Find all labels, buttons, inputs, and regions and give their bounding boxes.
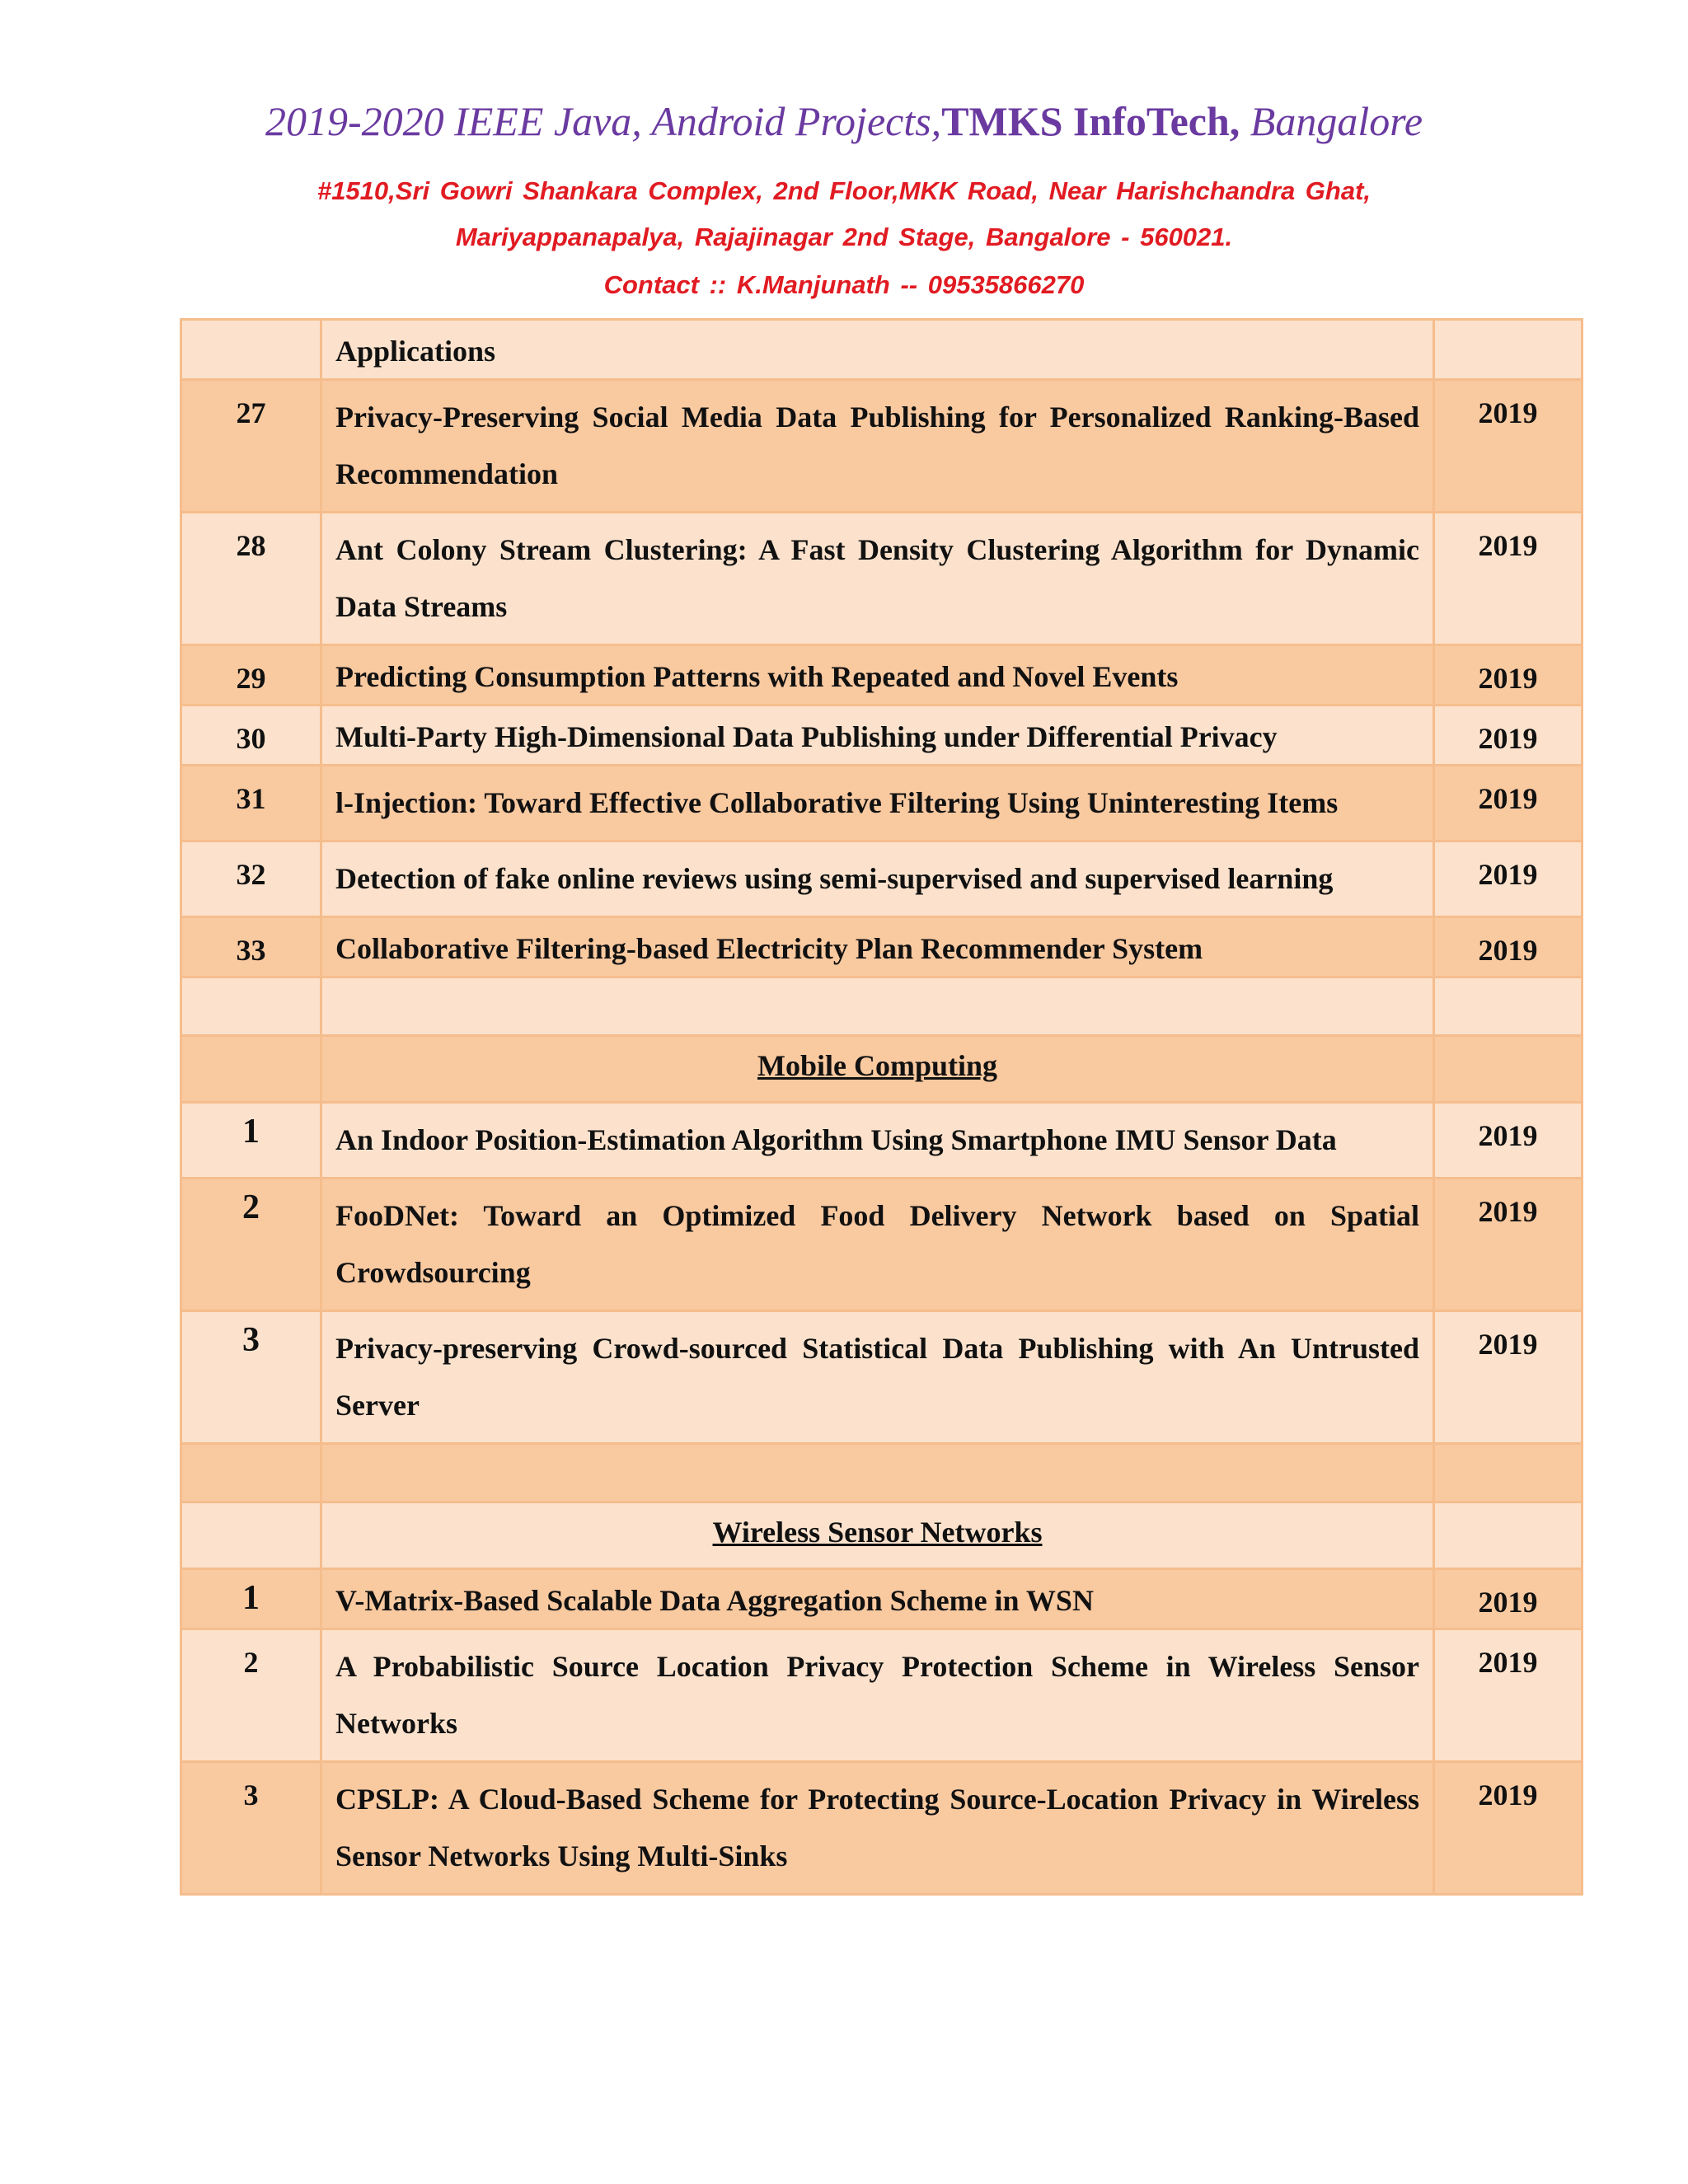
row-year: 2019 — [1434, 1629, 1582, 1762]
contact-line: Contact :: K.Manjunath -- 09535866270 — [603, 270, 1085, 299]
row-title: Detection of fake online reviews using semi-supervised and supervised learning — [321, 841, 1434, 917]
row-number: 31 — [181, 766, 321, 841]
row-number: 32 — [181, 841, 321, 917]
table-row — [181, 645, 1582, 705]
row-title: Privacy-Preserving Social Media Data Publishing for Personalized Ranking-Based Recommendation — [321, 380, 1434, 513]
row-number: 3 — [181, 1311, 321, 1444]
company-name: TMKS InfoTech, — [941, 98, 1240, 144]
row-year — [1434, 320, 1582, 380]
projects-table — [180, 318, 1583, 1896]
table-row — [181, 380, 1582, 513]
row-year: 2019 — [1434, 1762, 1582, 1895]
table-row — [181, 766, 1582, 841]
row-number: 1 — [181, 1103, 321, 1179]
row-title: Multi-Party High-Dimensional Data Publishing under Differential Privacy — [321, 705, 1434, 766]
row-year: 2019 — [1434, 513, 1582, 645]
row-number: 2 — [181, 1629, 321, 1762]
row-year: 2019 — [1434, 917, 1582, 977]
title-part-1: 2019-2020 IEEE Java, Android Projects, — [265, 98, 942, 144]
row-number: 1 — [181, 1569, 321, 1629]
section-header-row — [181, 1036, 1582, 1103]
row-title: Ant Colony Stream Clustering: A Fast Density Clustering Algorithm for Dynamic Data Streams — [321, 513, 1434, 645]
section-header-row — [181, 1502, 1582, 1569]
row-title: An Indoor Position-Estimation Algorithm Using Smartphone IMU Sensor Data — [321, 1103, 1434, 1179]
table-row — [181, 1103, 1582, 1179]
row-title: Predicting Consumption Patterns with Repeated and Novel Events — [321, 645, 1434, 705]
row-title: FooDNet: Toward an Optimized Food Delivery Network based on Spatial Crowdsourcing — [321, 1179, 1434, 1311]
table-row — [181, 1762, 1582, 1895]
row-number: 28 — [181, 513, 321, 645]
row-number: 29 — [181, 645, 321, 705]
table-row — [181, 705, 1582, 766]
row-title: Privacy-preserving Crowd-sourced Statistical Data Publishing with An Untrusted Server — [321, 1311, 1434, 1444]
row-number: 3 — [181, 1762, 321, 1895]
table-row — [181, 841, 1582, 917]
empty-row — [181, 1444, 1582, 1502]
table-row — [181, 1179, 1582, 1311]
table-row — [181, 513, 1582, 645]
table-row — [181, 1311, 1582, 1444]
row-year: 2019 — [1434, 1179, 1582, 1311]
page-title — [0, 97, 1688, 145]
section-title-mobile: Mobile Computing — [321, 1036, 1434, 1103]
section-title-wsn: Wireless Sensor Networks — [321, 1502, 1434, 1569]
address-line-2: Mariyappanapalya, Rajajinagar 2nd Stage, Bangalore - 560021. — [455, 223, 1233, 251]
row-title: A Probabilistic Source Location Privacy Protection Scheme in Wireless Sensor Networks — [321, 1629, 1434, 1762]
row-year: 2019 — [1434, 1103, 1582, 1179]
row-number: 30 — [181, 705, 321, 766]
row-number: 33 — [181, 917, 321, 977]
table-row — [181, 1629, 1582, 1762]
row-year: 2019 — [1434, 766, 1582, 841]
row-number: 27 — [181, 380, 321, 513]
row-year: 2019 — [1434, 1311, 1582, 1444]
row-title: CPSLP: A Cloud-Based Scheme for Protecting Source-Location Privacy in Wireless Sensor Networks Using Multi-Sinks — [321, 1762, 1434, 1895]
row-number: 2 — [181, 1179, 321, 1311]
table-row — [181, 1569, 1582, 1629]
title-city: Bangalore — [1250, 98, 1423, 144]
row-title: l-Injection: Toward Effective Collaborative Filtering Using Uninteresting Items — [321, 766, 1434, 841]
row-year: 2019 — [1434, 645, 1582, 705]
row-year: 2019 — [1434, 841, 1582, 917]
row-year: 2019 — [1434, 705, 1582, 766]
row-title: Collaborative Filtering-based Electricity Plan Recommender System — [321, 917, 1434, 977]
row-number — [181, 320, 321, 380]
empty-row — [181, 977, 1582, 1036]
table-row — [181, 917, 1582, 977]
row-year: 2019 — [1434, 1569, 1582, 1629]
row-year: 2019 — [1434, 380, 1582, 513]
row-title: V-Matrix-Based Scalable Data Aggregation Scheme in WSN — [321, 1569, 1434, 1629]
row-title: Applications — [321, 320, 1434, 380]
table-row — [181, 320, 1582, 380]
address-line-1: #1510,Sri Gowri Shankara Complex, 2nd Floor,MKK Road, Near Harishchandra Ghat, — [316, 176, 1372, 205]
